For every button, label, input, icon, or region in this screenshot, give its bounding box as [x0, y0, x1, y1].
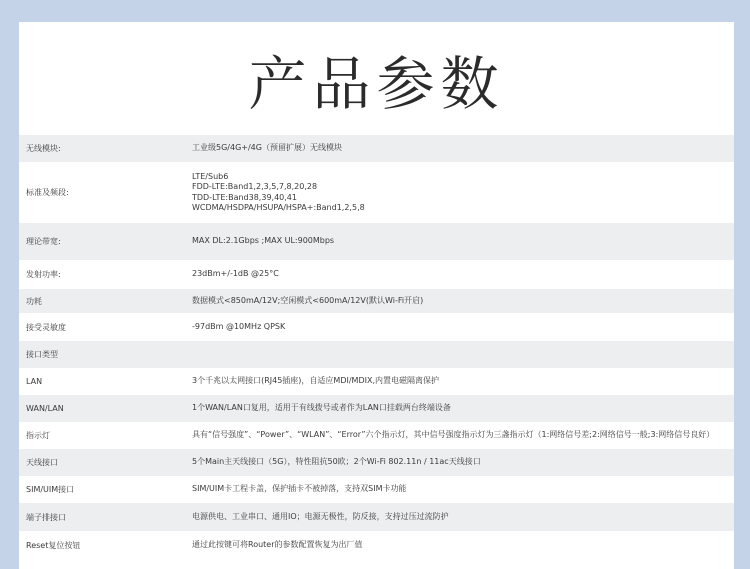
- row-value-line: FDD-LTE:Band1,2,3,5,7,8,20,28: [192, 182, 318, 191]
- row-label: 理论带宽:: [19, 223, 186, 260]
- row-label: 无线模块:: [19, 135, 186, 162]
- row-label: LAN: [19, 368, 186, 395]
- row-label: 指示灯: [19, 422, 186, 449]
- table-row: [19, 162, 734, 223]
- row-value-line: SIM/UIM卡工程卡盖，保护插卡不被掉落，支持双SIM卡功能: [192, 484, 407, 494]
- row-value: [186, 135, 734, 162]
- row-value-line: 1个WAN/LAN口复用，适用于有线拨号或者作为LAN口挂载两台终端设备: [192, 403, 451, 413]
- row-value: [186, 260, 734, 289]
- row-value: [186, 531, 734, 559]
- table-row: [19, 289, 734, 313]
- table-row: [19, 503, 734, 531]
- table-row: [19, 449, 734, 476]
- table-row: [19, 223, 734, 260]
- spec-sheet: [19, 22, 734, 569]
- table-row: [19, 260, 734, 289]
- row-value-line: 3个千兆以太网接口(RJ45插座)，自适应MDI/MDIX,内置电磁隔离保护: [192, 376, 439, 386]
- table-row: [19, 313, 734, 341]
- row-value: [186, 449, 734, 476]
- row-value: [186, 476, 734, 503]
- row-value-line: 工业级5G/4G+/4G（预留扩展）无线模块: [192, 143, 342, 153]
- row-value: [186, 395, 734, 422]
- row-value: [186, 162, 734, 223]
- row-label: SIM/UIM接口: [19, 476, 186, 503]
- row-label: 标准及频段:: [19, 162, 186, 223]
- row-value-line: 具有“信号强度”、“Power”、“WLAN”、“Error”六个指示灯，其中信号强度指示灯为三盏指示灯（1:网络信号差;2:网络信号一般;3:网络信号良好）: [192, 430, 715, 440]
- row-value-line: TDD-LTE:Band38,39,40,41: [192, 192, 297, 202]
- row-value-line: 数据模式<850mA/12V;空闲模式<600mA/12V(默认Wi-Fi开启): [192, 295, 424, 305]
- row-value-line: 通过此按键可将Router的参数配置恢复为出厂值: [192, 539, 363, 549]
- row-value-line: MAX DL:2.1Gbps ;MAX UL:900Mbps: [192, 236, 335, 246]
- table-row: [19, 422, 734, 449]
- row-label: 发射功率:: [19, 260, 186, 289]
- row-value: [186, 422, 734, 449]
- table-row: [19, 476, 734, 503]
- row-value: [186, 368, 734, 395]
- row-value-line: 23dBm+/-1dB @25°C: [192, 269, 279, 279]
- row-value: [186, 341, 734, 368]
- row-value-line: LTE/Sub6: [192, 171, 229, 181]
- table-row: [19, 135, 734, 162]
- row-value: [186, 289, 734, 313]
- row-label: 接受灵敏度: [19, 313, 186, 341]
- table-row: [19, 368, 734, 395]
- table-row: [19, 531, 734, 559]
- row-value-line: WCDMA/HSDPA/HSUPA/HSPA+:Band1,2,5,8: [192, 203, 365, 212]
- row-label: WAN/LAN: [19, 395, 186, 422]
- row-label: 接口类型: [19, 341, 186, 368]
- row-value: [186, 223, 734, 260]
- row-value-line: 电源供电、工业串口、通用IO；电源无极性，防反接，支持过压过流防护: [192, 511, 449, 521]
- row-label: 端子排接口: [19, 503, 186, 531]
- row-value-line: -97dBm @10MHz QPSK: [192, 321, 286, 331]
- page-title: 产品参数: [248, 49, 505, 118]
- spec-table: [19, 135, 734, 559]
- row-value-line: 5个Main主天线接口（5G），特性阻抗50欧；2个Wi-Fi 802.11n / 11ac天线接口: [192, 457, 481, 467]
- row-label: 天线接口: [19, 449, 186, 476]
- table-row: [19, 341, 734, 368]
- table-row: [19, 395, 734, 422]
- row-value: [186, 313, 734, 341]
- row-label: 功耗: [19, 289, 186, 313]
- row-value: [186, 503, 734, 531]
- row-label: Reset复位按钮: [19, 531, 186, 559]
